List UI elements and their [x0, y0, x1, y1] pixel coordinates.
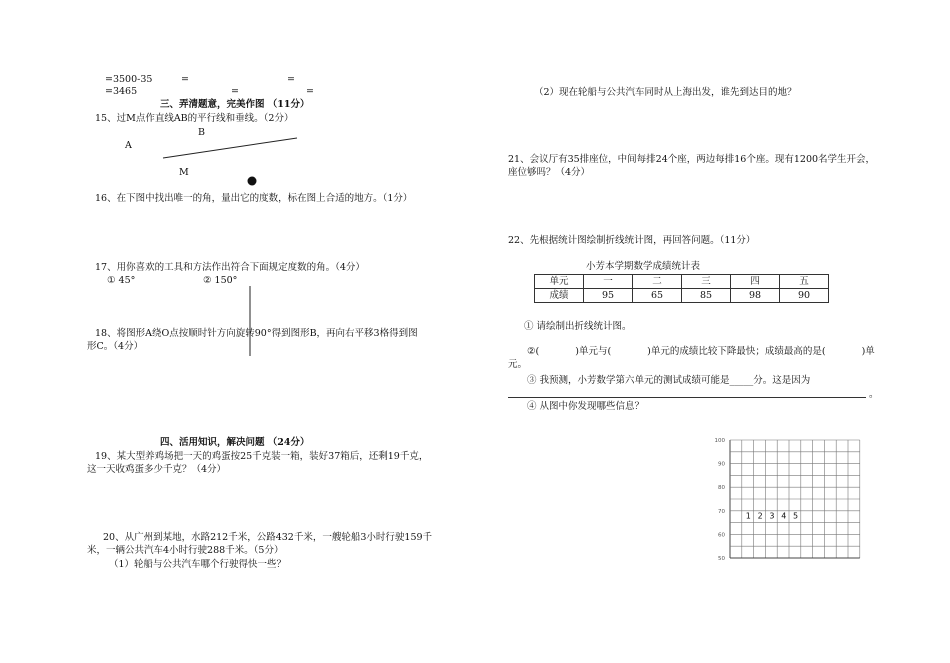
- table-cell-unit-2: 二: [633, 275, 682, 289]
- line-ab: [163, 138, 297, 158]
- q17-item-150: ② 150°: [203, 275, 238, 286]
- sub2-part-b: )单元与(: [575, 346, 612, 357]
- table-cell-score-1: 95: [584, 289, 633, 303]
- q20-sub2: （2）现在轮船与公共汽车同时从上海出发，谁先到达目的地？: [534, 87, 797, 98]
- calc-line2-c: =: [306, 86, 314, 97]
- q22-text: 22、先根据统计图绘制折线统计图，再回答问题。（11分）: [508, 235, 756, 246]
- x-tick-label: 3: [769, 511, 775, 521]
- calc-line1-a: =3500-35: [105, 74, 153, 85]
- q18-line2: 形C。（4分）: [87, 341, 144, 352]
- q19-line2: 这一天收鸡蛋多少千克？（4分）: [87, 464, 227, 475]
- sub2-part-d: )单: [861, 346, 875, 357]
- x-tick-label: 4: [781, 511, 787, 521]
- q22-sub4: ④ 从图中你发现哪些信息？: [527, 401, 645, 412]
- x-tick-label: 1: [745, 511, 751, 521]
- q15-label-b: B: [198, 127, 205, 138]
- q22-sub1: ① 请绘制出折线统计图。: [524, 321, 632, 332]
- q22-sub2: [527, 346, 875, 358]
- y-tick-label: 70: [718, 508, 725, 515]
- x-tick-label: 2: [757, 511, 763, 521]
- q22-sub2-end: 元。: [508, 359, 528, 370]
- table-cell-score-4: 98: [731, 289, 780, 303]
- table-title: 小芳本学期数学成绩统计表: [586, 261, 701, 272]
- calc-line2-b: =: [231, 86, 239, 97]
- y-tick-label: 60: [718, 532, 725, 539]
- q16-text: 16、在下图中找出唯一的角，量出它的度数，标在图上合适的地方。（1分）: [95, 193, 413, 204]
- q20-line2: 米，一辆公共汽车4小时行驶288千米。（5分）: [87, 545, 284, 556]
- q21-line2: 座位够吗？（4分）: [508, 167, 591, 178]
- q17-text: 17、用你喜欢的工具和方法作出符合下面规定度数的角。（4分）: [95, 262, 365, 273]
- q17-item-45: ① 45°: [107, 275, 136, 286]
- q22-sub3-end: 。: [869, 389, 879, 400]
- table-header-score: 成绩: [535, 289, 584, 303]
- q22-sub3-answer-line: [508, 385, 866, 398]
- q21-line1: 21、会议厅有35排座位，中间每排24个座，两边每排16个座。现有1200名学生开会，: [508, 154, 876, 165]
- table-cell-score-5: 90: [780, 289, 829, 303]
- table-row-scores: [535, 289, 829, 303]
- section4-title: 四、活用知识，解决问题 （24分）: [160, 437, 310, 448]
- q15-text: 15、过M点作直线AB的平行线和垂线。（2分）: [95, 113, 294, 124]
- q15-label-m: M: [179, 167, 189, 178]
- table-cell-unit-3: 三: [682, 275, 731, 289]
- line-chart-grid: [700, 430, 870, 570]
- q20-sub1: （1）轮船与公共汽车哪个行驶得快一些？: [109, 559, 287, 570]
- table-cell-unit-5: 五: [780, 275, 829, 289]
- table-cell-score-2: 65: [633, 289, 682, 303]
- sub2-part-a: ②(: [527, 346, 540, 357]
- score-table: [534, 274, 829, 303]
- calc-line1-c: =: [287, 74, 295, 85]
- table-row-units: [535, 275, 829, 289]
- y-tick-label: 50: [718, 556, 725, 562]
- q22-sub3: ③ 我预测，小芳数学第六单元的测试成绩可能是_____分。这是因为: [527, 375, 811, 386]
- y-tick-label: 80: [718, 485, 725, 492]
- y-tick-label: 100: [714, 438, 725, 444]
- calc-line2-a: =3465: [105, 86, 138, 97]
- q15-label-a: A: [125, 140, 132, 151]
- sub2-part-c: )单元的成绩比较下降最快；成绩最高的是(: [647, 346, 826, 357]
- table-cell-unit-4: 四: [731, 275, 780, 289]
- table-cell-unit-1: 一: [584, 275, 633, 289]
- point-m: [248, 177, 257, 186]
- y-tick-label: 90: [718, 461, 725, 468]
- q19-line1: 19、某大型养鸡场把一天的鸡蛋按25千克装一箱，装好37箱后，还剩19千克，: [95, 451, 429, 462]
- table-header-unit: 单元: [535, 275, 584, 289]
- table-cell-score-3: 85: [682, 289, 731, 303]
- q20-line1: 20、从广州到某地，水路212千米，公路432千米，一艘轮船3小时行驶159千: [103, 532, 433, 543]
- calc-line1-b: =: [181, 74, 189, 85]
- x-tick-label: 5: [793, 511, 799, 521]
- q18-line1: 18、将图形A绕O点按顺时针方向旋转90°得到图形B，再向右平移3格得到图: [95, 328, 418, 339]
- section3-title: 三、弄清题意，完美作图 （11分）: [160, 99, 310, 110]
